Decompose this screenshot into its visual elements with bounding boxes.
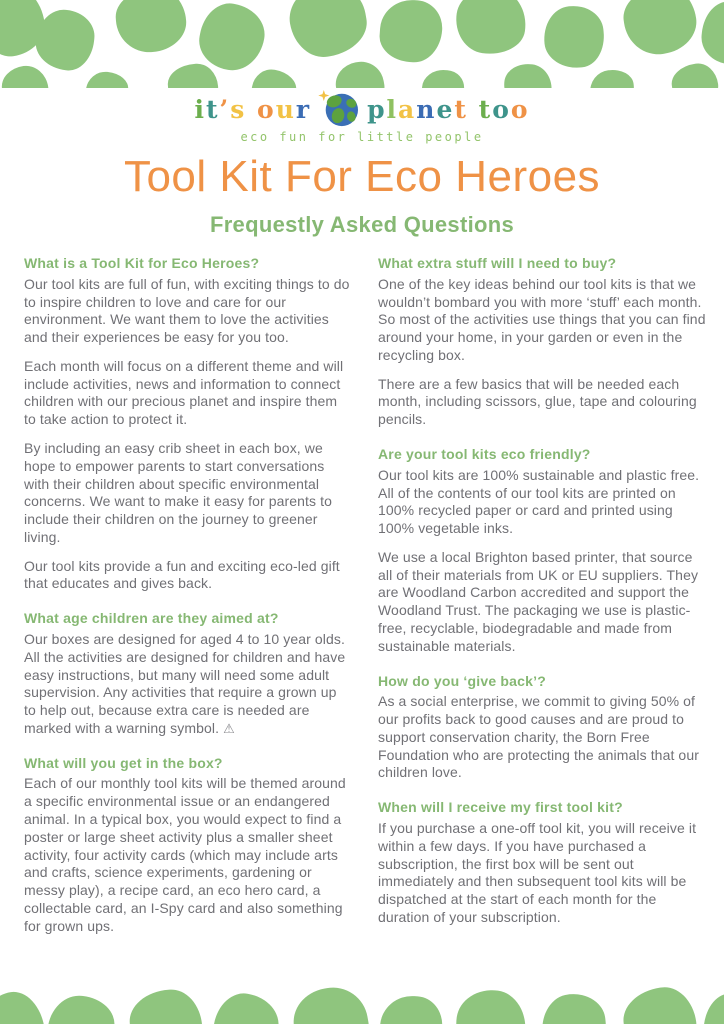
faq-answer-paragraph: Each of our monthly tool kits will be themed around a specific environmental issue or an endangered animal. In a typical box, you would expect to find a poster or large sheet activity plus a smaller sheet activity, four activity cards (which may include arts and crafts, science experiments, gardening or messy play), a recipe card, an eco hero card, a collectable card, an I-Spy card and also something for grown ups. xyxy=(24,775,346,934)
faq-answer-paragraph: By including an easy crib sheet in each box, we hope to empower parents to start conversations with their children about specific environmental concerns. We want to make it easy for parents to include their children on the journey to greener living. xyxy=(24,439,333,545)
faq-question: How do you ‘give back’? xyxy=(378,672,546,689)
blob xyxy=(128,988,205,1024)
blob xyxy=(378,994,444,1024)
header xyxy=(0,0,724,238)
logo xyxy=(0,90,724,128)
faq-section xyxy=(24,254,352,593)
faq-columns xyxy=(0,238,724,951)
faq-section xyxy=(24,754,352,936)
faq-answer-paragraph: Our tool kits provide a fun and exciting eco-led gift that educates and gives back. xyxy=(24,557,340,592)
blob xyxy=(619,984,700,1024)
logo-letter: l xyxy=(386,94,399,124)
faq-question: What extra stuff will I need to buy? xyxy=(378,254,617,271)
logo-letter: t xyxy=(454,94,468,124)
logo-letter xyxy=(246,95,257,124)
logo-text-right xyxy=(367,94,530,124)
faq-answer-paragraph: Our tool kits are 100% sustainable and plastic free. All of the contents of our tool kits are printed on 100% recycled paper or card and printed using 100% vegetable inks. xyxy=(378,466,700,537)
logo-letter: o xyxy=(257,94,276,124)
faq-section xyxy=(378,254,706,429)
blob xyxy=(288,984,373,1024)
page-subtitle: Frequestly Asked Questions xyxy=(209,211,515,237)
logo-letter: u xyxy=(275,94,296,124)
logo-letter: r xyxy=(295,94,312,124)
faq-answer-paragraph: Our tool kits are full of fun, with exciting things to do to inspire children to love and care for our environment. We want them to love the activities and their experiences be easy for you too. xyxy=(24,275,350,346)
faq-question: What age children are they aimed at? xyxy=(24,610,279,627)
blob xyxy=(45,993,117,1024)
logo-letter xyxy=(468,95,479,124)
page-title: Tool Kit For Eco Heroes xyxy=(123,152,601,202)
faq-answer-paragraph: There are a few basics that will be needed each month, including scissors, glue, tape and colouring pencils. xyxy=(378,375,697,428)
faq-question: What is a Tool Kit for Eco Heroes? xyxy=(24,254,260,271)
logo-letter: ’ xyxy=(219,94,231,124)
faq-section xyxy=(24,609,352,737)
faq-answer-paragraph: We use a local Brighton based printer, that source all of their materials from UK or EU suppliers. They are Woodland Carbon accredited and support the Woodland Trust. The packaging we use is plastic-free, recyclable, biodegradable and made from sustainable materials. xyxy=(378,548,699,654)
faq-right-column xyxy=(378,254,706,951)
faq-question: Are your tool kits eco friendly? xyxy=(378,445,591,462)
bottom-border-pattern xyxy=(0,984,724,1024)
faq-question: What will you get in the box? xyxy=(24,754,223,771)
logo-letter: s xyxy=(230,94,247,124)
faq-answer-paragraph: As a social enterprise, we commit to giving 50% of our profits back to good causes and are proud to support conservation charity, the Born Free Foundation who are protecting the animals that our children love. xyxy=(378,693,699,781)
blob xyxy=(209,989,283,1024)
warning-icon: ⚠ xyxy=(223,720,235,736)
blob xyxy=(0,988,49,1024)
logo-letter: a xyxy=(398,94,417,124)
faq-answer-paragraph: One of the key ideas behind our tool kits is that we wouldn’t bombard you with more ‘stuff’ each month. So most of the activities use things that you can find around your home, in your garden or even in the recycling box. xyxy=(378,275,706,363)
faq-left-column xyxy=(24,254,352,951)
blob xyxy=(451,985,530,1024)
globe-icon xyxy=(318,90,360,128)
faq-section xyxy=(378,445,706,656)
blob xyxy=(539,991,610,1024)
faq-section xyxy=(378,798,706,926)
logo-letter: n xyxy=(416,94,437,124)
logo-text-left xyxy=(194,94,312,124)
blob xyxy=(701,991,724,1024)
faq-section xyxy=(378,672,706,783)
faq-answer-paragraph: Each month will focus on a different theme and will include activities, news and information to connect children with our precious planet and inspire them to take action to protect it. xyxy=(24,357,344,428)
logo-letter: t xyxy=(478,94,493,124)
logo-letter: p xyxy=(367,94,387,124)
logo-letter: o xyxy=(492,94,511,124)
faq-answer-paragraph: If you purchase a one-off tool kit, you will receive it within a few days. If you have purchased a subscription, the first box will be sent out immediately and then subsequent tool kits will be dispatched at the start of each month for the duration of your subscription. xyxy=(378,820,697,925)
faq-question: When will I receive my first tool kit? xyxy=(378,799,623,816)
logo-letter: t xyxy=(205,94,220,124)
logo-tagline: eco fun for little people xyxy=(240,130,484,144)
logo-letter: i xyxy=(194,94,206,124)
logo-letter: e xyxy=(436,94,455,124)
logo-letter: o xyxy=(510,94,530,124)
faq-answer-paragraph: Our boxes are designed for aged 4 to 10 year olds. All the activities are designed for children and have easy instructions, but many will need some adult supervision. Any activities that require a grown up to help out, because extra care is needed are marked with a warning symbol. ⚠ xyxy=(24,631,346,736)
